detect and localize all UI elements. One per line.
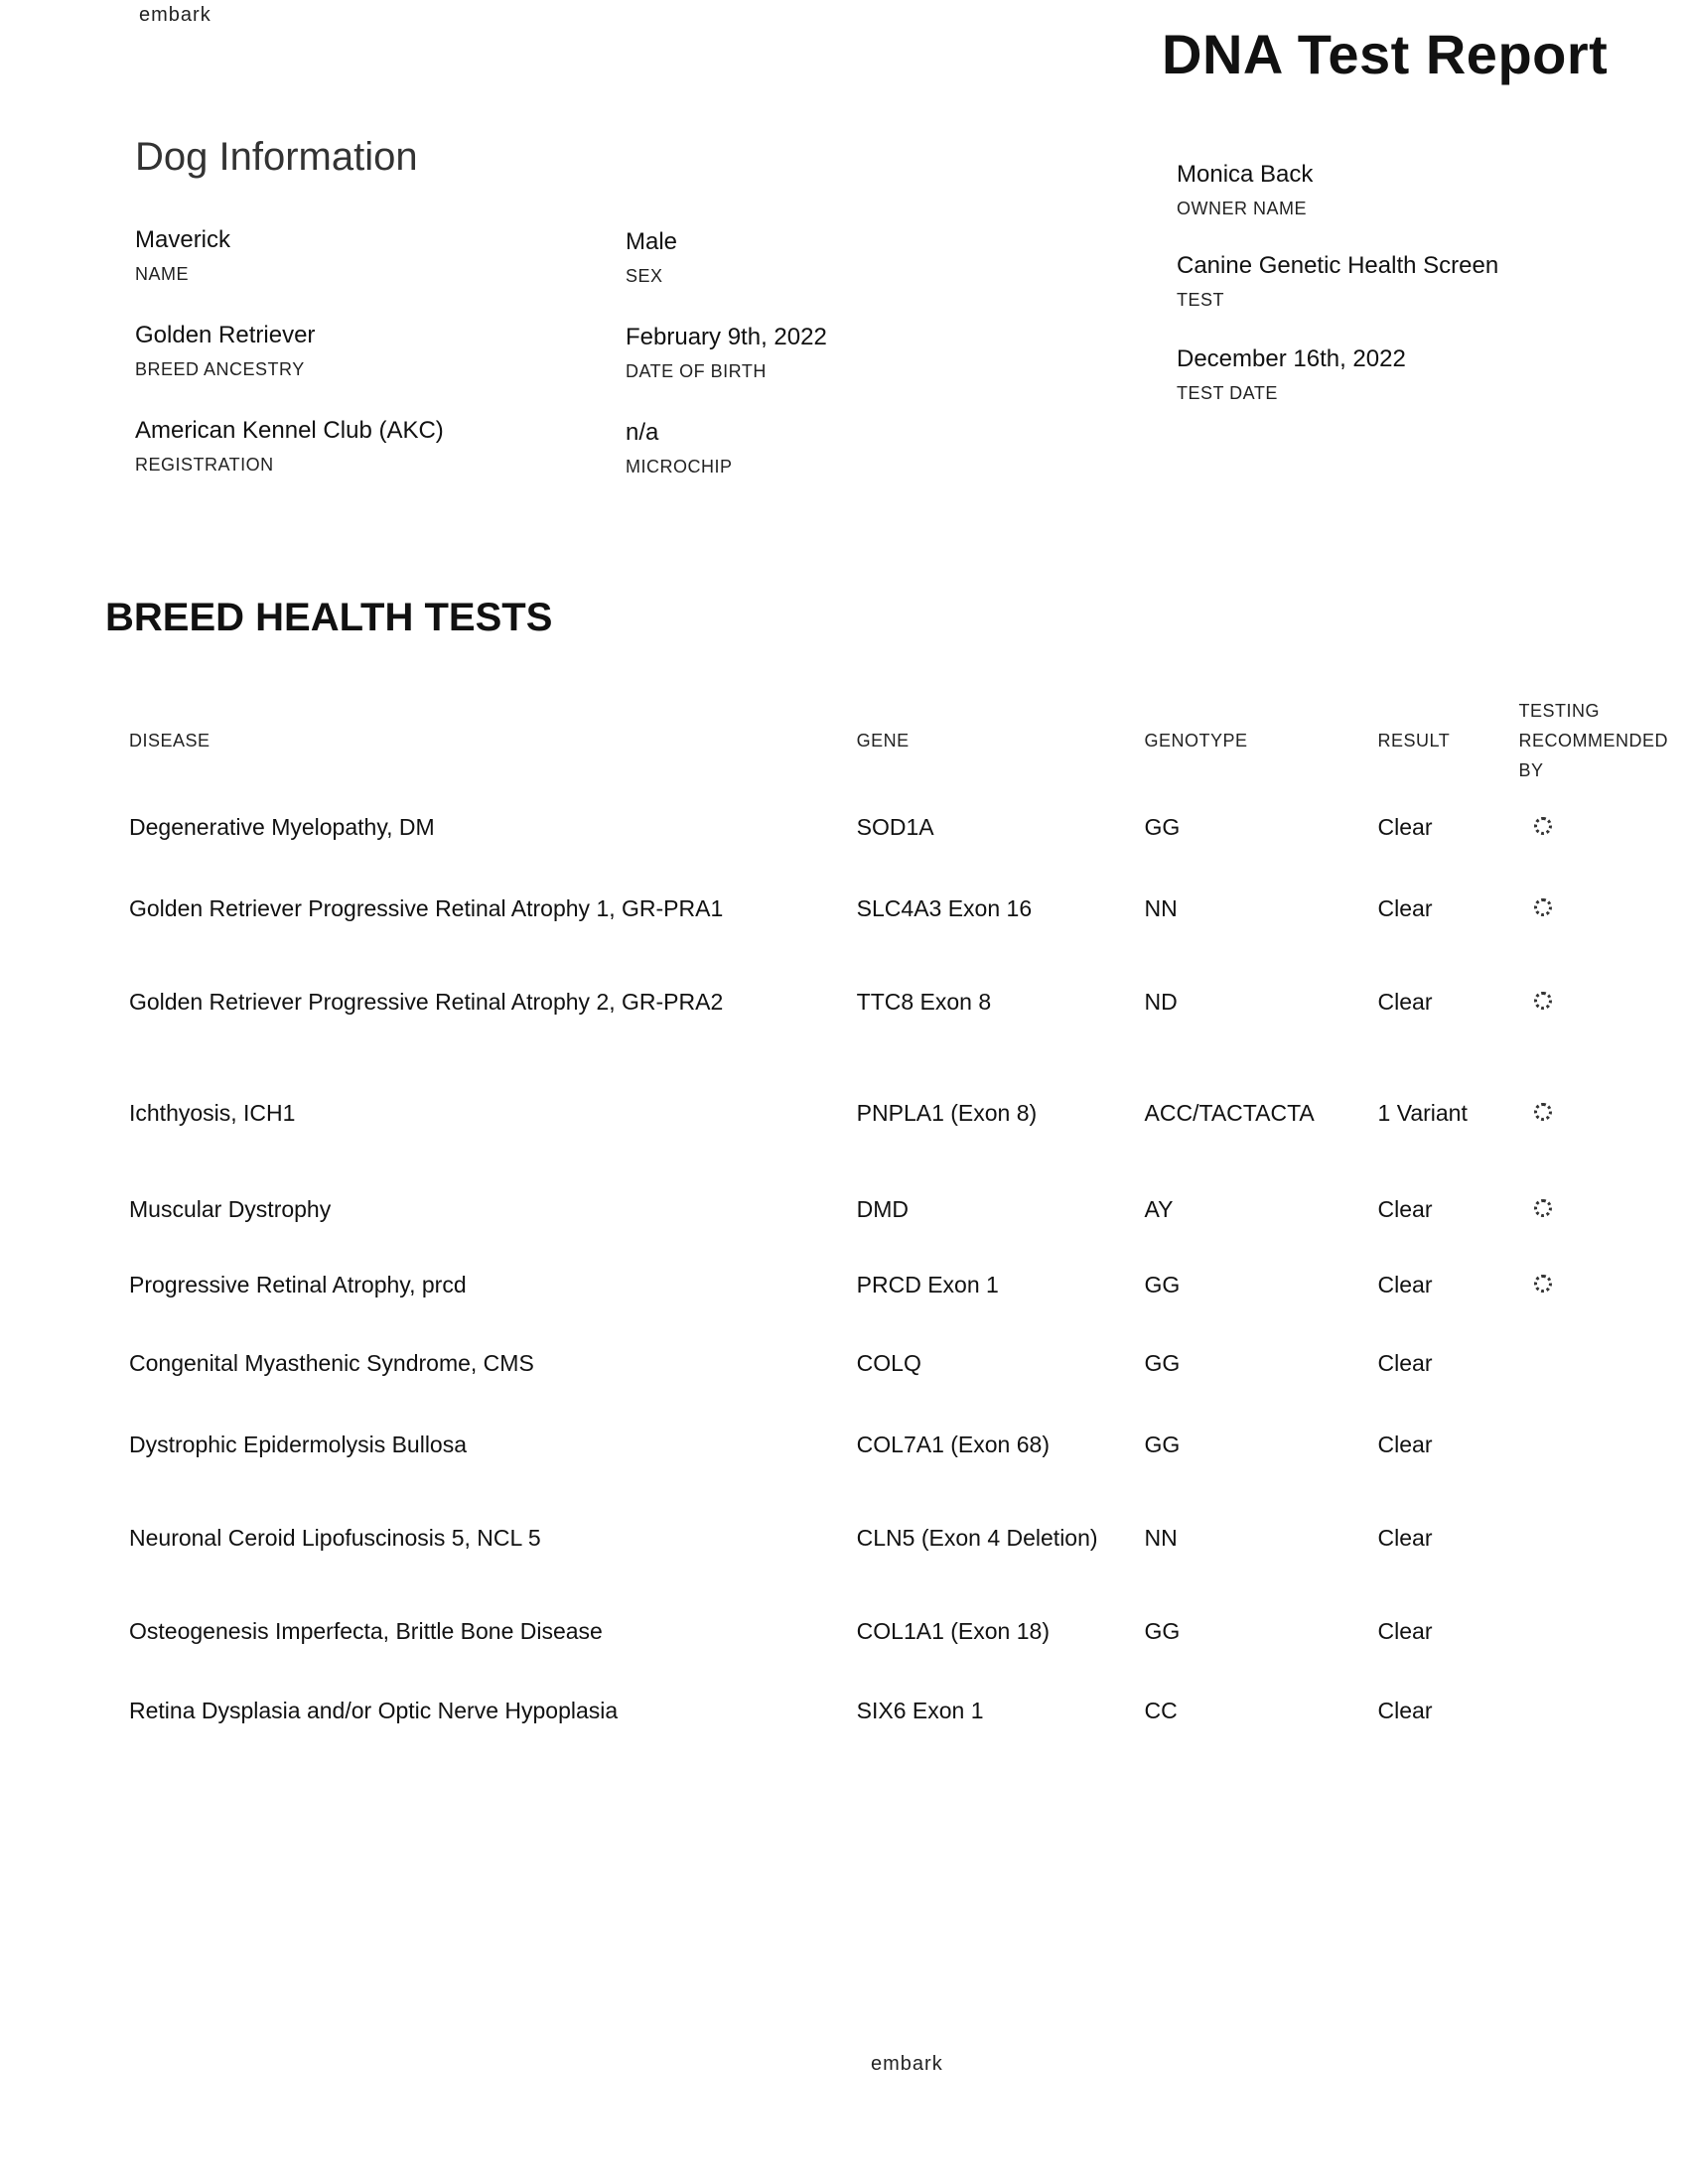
cell-result: Clear (1377, 1272, 1433, 1297)
field-label: TEST (1177, 290, 1225, 310)
cell-recommended-by (1514, 1590, 1669, 1672)
cell-recommended-by (1514, 1247, 1669, 1322)
cell-result: Clear (1377, 1196, 1433, 1222)
cell-recommended-by (1514, 1404, 1669, 1485)
field-owner-name (1177, 161, 1313, 219)
cell-result: Clear (1377, 895, 1433, 921)
cell-disease: Muscular Dystrophy (129, 1196, 332, 1222)
field-label: SEX (626, 266, 663, 286)
cell-disease: Neuronal Ceroid Lipofuscinosis 5, NCL 5 (129, 1525, 541, 1551)
cell-genotype: NN (1144, 895, 1178, 921)
column-header-gene: GENE (856, 730, 910, 751)
field-value: Maverick (135, 226, 231, 253)
cell-disease: Dystrophic Epidermolysis Bullosa (129, 1432, 468, 1457)
table-row (109, 1054, 1668, 1171)
cell-disease: Ichthyosis, ICH1 (129, 1100, 296, 1126)
column-header-genotype: GENOTYPE (1144, 730, 1248, 751)
cell-disease: Progressive Retinal Atrophy, prcd (129, 1272, 467, 1297)
field-sex (626, 228, 677, 287)
field-value: Monica Back (1177, 161, 1314, 188)
field-value: American Kennel Club (AKC) (135, 417, 444, 444)
cell-gene: PNPLA1 (Exon 8) (856, 1100, 1038, 1126)
field-label: REGISTRATION (135, 455, 274, 475)
field-label: BREED ANCESTRY (135, 359, 305, 379)
cell-result: Clear (1377, 1350, 1433, 1376)
cell-gene: COL1A1 (Exon 18) (856, 1618, 1050, 1644)
field-value: December 16th, 2022 (1177, 345, 1406, 372)
table-row (109, 786, 1668, 868)
report-title: DNA Test Report (1162, 23, 1609, 85)
breed-health-table (109, 695, 1668, 1749)
cell-disease: Golden Retriever Progressive Retinal Atrophy 2, GR-PRA2 (129, 989, 724, 1015)
cell-gene: SIX6 Exon 1 (856, 1698, 984, 1723)
cell-gene: COLQ (856, 1350, 921, 1376)
cell-disease: Golden Retriever Progressive Retinal Atrophy 1, GR-PRA1 (129, 895, 724, 921)
field-registration (135, 417, 444, 476)
table-header-row (109, 695, 1668, 786)
field-value: Canine Genetic Health Screen (1177, 252, 1499, 279)
cell-recommended-by (1514, 1485, 1669, 1590)
field-test (1177, 252, 1498, 311)
cell-recommended-by (1514, 1054, 1669, 1171)
cell-gene: COL7A1 (Exon 68) (856, 1432, 1050, 1457)
cell-recommended-by (1514, 868, 1669, 949)
field-label: NAME (135, 264, 190, 284)
cell-disease: Degenerative Myelopathy, DM (129, 814, 435, 840)
field-date-of-birth (626, 324, 827, 382)
cell-result: Clear (1377, 1698, 1433, 1723)
field-microchip (626, 419, 733, 478)
cell-gene: DMD (856, 1196, 910, 1222)
cell-recommended-by (1514, 1171, 1669, 1247)
cell-recommended-by (1514, 949, 1669, 1054)
breed-club-seal-icon (1534, 1199, 1552, 1217)
cell-genotype: GG (1144, 1350, 1181, 1376)
cell-genotype: GG (1144, 1618, 1181, 1644)
cell-recommended-by (1514, 1672, 1669, 1749)
cell-gene: CLN5 (Exon 4 Deletion) (856, 1525, 1098, 1551)
cell-result: Clear (1377, 1618, 1433, 1644)
cell-genotype: CC (1144, 1698, 1178, 1723)
cell-result: 1 Variant (1377, 1100, 1468, 1126)
cell-genotype: NN (1144, 1525, 1178, 1551)
table-row (109, 1171, 1668, 1247)
cell-result: Clear (1377, 1525, 1433, 1551)
cell-gene: TTC8 Exon 8 (856, 989, 992, 1015)
table-row (109, 1404, 1668, 1485)
field-breed-ancestry (135, 322, 315, 380)
table-row (109, 868, 1668, 949)
table-row (109, 1247, 1668, 1322)
cell-result: Clear (1377, 814, 1433, 840)
breed-club-seal-icon (1534, 1275, 1552, 1293)
cell-gene: PRCD Exon 1 (856, 1272, 999, 1297)
field-value: Male (626, 228, 678, 255)
breed-health-tests-heading: BREED HEALTH TESTS (105, 596, 553, 639)
cell-gene: SOD1A (856, 814, 934, 840)
field-label: OWNER NAME (1177, 199, 1307, 218)
cell-disease: Osteogenesis Imperfecta, Brittle Bone Disease (129, 1618, 603, 1644)
field-label: MICROCHIP (626, 457, 733, 477)
cell-recommended-by (1514, 1322, 1669, 1404)
table-row (109, 1590, 1668, 1672)
dog-information-heading: Dog Information (135, 135, 418, 179)
cell-result: Clear (1377, 1432, 1433, 1457)
table-row (109, 1672, 1668, 1749)
column-header-disease: DISEASE (129, 730, 211, 751)
cell-result: Clear (1377, 989, 1433, 1015)
cell-genotype: AY (1144, 1196, 1174, 1222)
table-row (109, 1485, 1668, 1590)
cell-gene: SLC4A3 Exon 16 (856, 895, 1033, 921)
breed-club-seal-icon (1534, 898, 1552, 916)
field-value: Golden Retriever (135, 322, 316, 348)
breed-club-seal-icon (1534, 817, 1552, 835)
cell-genotype: GG (1144, 1432, 1181, 1457)
field-test-date (1177, 345, 1406, 404)
cell-genotype: ACC/TACTACTA (1144, 1100, 1315, 1126)
cell-genotype: ND (1144, 989, 1178, 1015)
cell-disease: Retina Dysplasia and/or Optic Nerve Hypoplasia (129, 1698, 619, 1723)
column-header-result: RESULT (1377, 730, 1451, 751)
cell-disease: Congenital Myasthenic Syndrome, CMS (129, 1350, 534, 1376)
column-header-testing-recommended-by: TESTING RECOMMENDED BY (1518, 701, 1669, 780)
embark-logo: embark (139, 4, 211, 26)
cell-genotype: GG (1144, 1272, 1181, 1297)
breed-club-seal-icon (1534, 1103, 1552, 1121)
breed-club-seal-icon (1534, 992, 1552, 1010)
cell-genotype: GG (1144, 814, 1181, 840)
field-name (135, 226, 230, 285)
table-row (109, 1322, 1668, 1404)
embark-logo-footer: embark (871, 2053, 943, 2075)
cell-recommended-by (1514, 786, 1669, 868)
field-label: DATE OF BIRTH (626, 361, 767, 381)
field-value: n/a (626, 419, 659, 446)
table-row (109, 949, 1668, 1054)
field-value: February 9th, 2022 (626, 324, 827, 350)
field-label: TEST DATE (1177, 383, 1278, 403)
